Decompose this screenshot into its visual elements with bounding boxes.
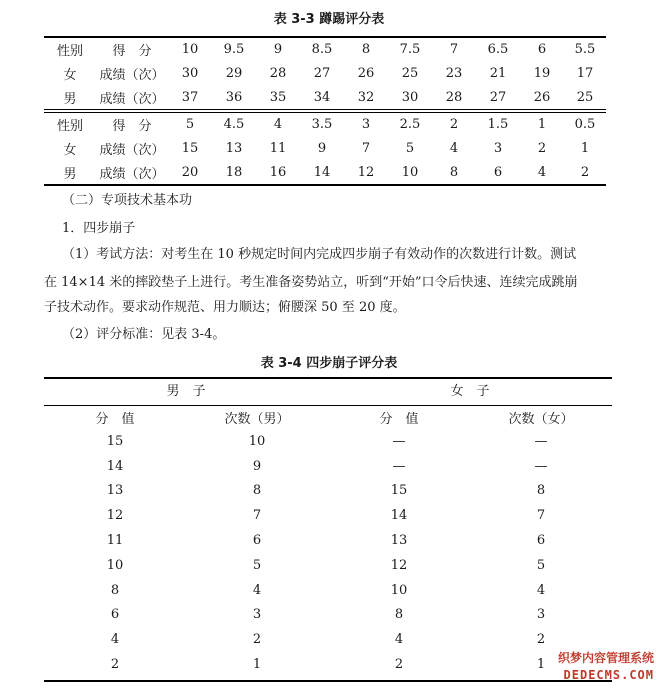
table-cell: 10 [106,557,124,573]
table-cell: 男 [63,91,77,107]
header-cell: 8 [361,41,371,57]
watermark-domain: DEDECMS.COM [563,668,654,682]
table-cell: 9 [317,140,327,156]
table-cell: 1 [580,140,590,156]
table-cell: 26 [357,65,375,81]
paragraph-line: （2）评分标准：见表 3-4。 [62,327,226,342]
table-cell: 11 [269,140,287,156]
table-top-rule [44,377,612,379]
table-cell: 6 [536,533,546,549]
table-cell: — [534,433,548,449]
table-cell: 6 [110,607,120,623]
header-cell: 9.5 [223,41,245,57]
score-table-block-1 [44,37,606,109]
table-cell: 14 [390,508,408,524]
table-cell: 14 [313,164,331,180]
table-cell: 8 [252,483,262,499]
table-cell: 19 [533,65,551,81]
table-cell: 男 [63,166,77,182]
table-cell: 12 [390,557,408,573]
table-cell: 3 [493,140,503,156]
table-cell: 成绩（次） [99,91,165,107]
table-cell: 25 [576,89,594,105]
table-row [44,503,612,528]
table-cell: 4 [536,582,546,598]
table-cell: 10 [248,433,266,449]
table-row [44,61,606,85]
header-cell: 0.5 [574,116,596,132]
table-cell: — [392,433,406,449]
table-cell: 1 [536,657,546,673]
table-cell: 4 [449,140,459,156]
table-cell: 21 [489,65,507,81]
table-cell: 4 [537,164,547,180]
table-cell: 26 [533,89,551,105]
table-cell: 13 [106,483,124,499]
header-cell: 2 [449,116,459,132]
table-cell: 2 [110,657,120,673]
table-cell: 30 [401,89,419,105]
header-cell: 次数（女） [508,411,574,427]
table-cell: 2 [580,164,590,180]
header-cell: 6 [537,41,547,57]
group-header-female: 女 子 [450,384,490,399]
table-cell: 8 [394,607,404,623]
table-cell: 10 [401,164,419,180]
table-cell: 17 [576,65,594,81]
table-3-4-caption: 表 3-4 四步崩子评分表 [260,356,398,371]
table-cell: 成绩（次） [99,142,165,158]
table-cell: 7 [536,508,546,524]
table-cell: 5 [536,557,546,573]
table-cell: 27 [489,89,507,105]
header-cell: 2.5 [399,116,421,132]
table-cell: 2 [252,632,262,648]
score-table-block-2 [44,112,606,184]
table-row [44,454,612,479]
table-cell: 8 [449,164,459,180]
table-cell: 4 [252,582,262,598]
table-cell: 20 [181,164,199,180]
subsection-heading: 1．四步崩子 [62,221,136,236]
table-cell: 8 [110,582,120,598]
header-cell: 4 [273,116,283,132]
table-cell: 成绩（次） [99,67,165,83]
header-cell: 1 [537,116,547,132]
table-cell: — [534,458,548,474]
table-cell: 2 [394,657,404,673]
table-cell: 2 [537,140,547,156]
paragraph-line: 在 14×14 米的摔跤垫子上进行。考生准备姿势站立，听到“开始”口令后快速、连续完成跳崩 [44,275,578,290]
table-header-row [44,405,612,429]
table-cell: 5 [252,557,262,573]
group-header-male: 男 子 [166,384,206,399]
table-cell: 12 [106,508,124,524]
table-cell: 35 [269,89,287,105]
table-cell: 37 [181,89,199,105]
table-row [44,429,612,454]
table-cell: — [392,458,406,474]
paragraph-line: （1）考试方法：对考生在 10 秒规定时间内完成四步崩子有效动作的次数进行计数。测试 [62,247,577,262]
header-cell: 7.5 [399,41,421,57]
table-cell: 23 [445,65,463,81]
table-block-rule [44,109,606,110]
table-cell: 4 [394,632,404,648]
header-cell: 性别 [56,118,83,134]
table-cell: 13 [390,533,408,549]
table-bottom-rule [44,680,612,682]
header-cell: 性别 [56,43,83,59]
table-cell: 15 [106,433,124,449]
score-table-3-4 [44,405,612,677]
header-cell: 次数（男） [224,411,290,427]
table-cell: 3 [536,607,546,623]
table-cell: 36 [225,89,243,105]
table-header-row [44,112,606,136]
header-cell: 分 值 [95,411,135,427]
table-cell: 9 [252,458,262,474]
table-cell: 15 [181,140,199,156]
header-cell: 5 [185,116,195,132]
table-cell: 5 [405,140,415,156]
table-row [44,603,612,628]
table-row [44,479,612,504]
table-cell: 11 [106,533,124,549]
table-cell: 14 [106,458,124,474]
table-row [44,528,612,553]
table-3-3-caption: 表 3-3 蹲踢评分表 [273,12,385,27]
table-row [44,85,606,109]
table-cell: 女 [63,142,77,158]
header-cell: 8.5 [311,41,333,57]
table-cell: 27 [313,65,331,81]
table-cell: 15 [390,483,408,499]
table-row [44,136,606,160]
table-cell: 成绩（次） [99,166,165,182]
header-cell: 9 [273,41,283,57]
table-cell: 7 [361,140,371,156]
table-cell: 6 [493,164,503,180]
header-cell: 3 [361,116,371,132]
table-header-row [44,37,606,61]
header-cell: 分 值 [379,411,419,427]
header-cell: 6.5 [487,41,509,57]
header-cell: 10 [181,41,199,57]
table-cell: 10 [390,582,408,598]
table-cell: 7 [252,508,262,524]
table-row [44,578,612,603]
header-cell: 4.5 [223,116,245,132]
header-cell: 5.5 [574,41,596,57]
paragraph-line: 子技术动作。要求动作规范、用力顺达；俯腰深 50 至 20 度。 [44,300,406,315]
table-cell: 3 [252,607,262,623]
table-cell: 16 [269,164,287,180]
section-heading: （二）专项技术基本功 [62,193,193,208]
table-cell: 34 [313,89,331,105]
table-cell: 6 [252,533,262,549]
table-cell: 30 [181,65,199,81]
table-cell: 32 [357,89,375,105]
table-row [44,627,612,652]
table-cell: 25 [401,65,419,81]
table-bottom-rule [44,184,606,186]
table-cell: 2 [536,632,546,648]
table-cell: 8 [536,483,546,499]
header-cell: 7 [449,41,459,57]
header-cell: 得 分 [112,118,152,134]
table-cell: 28 [445,89,463,105]
table-cell: 4 [110,632,120,648]
header-cell: 3.5 [311,116,333,132]
table-row [44,553,612,578]
table-row [44,652,612,677]
table-cell: 12 [357,164,375,180]
watermark-title: 织梦内容管理系统 [557,651,654,665]
table-cell: 13 [225,140,243,156]
header-cell: 得 分 [112,43,152,59]
header-cell: 1.5 [487,116,509,132]
table-cell: 18 [225,164,243,180]
table-cell: 1 [252,657,262,673]
table-cell: 女 [63,67,77,83]
table-cell: 28 [269,65,287,81]
table-cell: 29 [225,65,243,81]
table-row [44,160,606,184]
